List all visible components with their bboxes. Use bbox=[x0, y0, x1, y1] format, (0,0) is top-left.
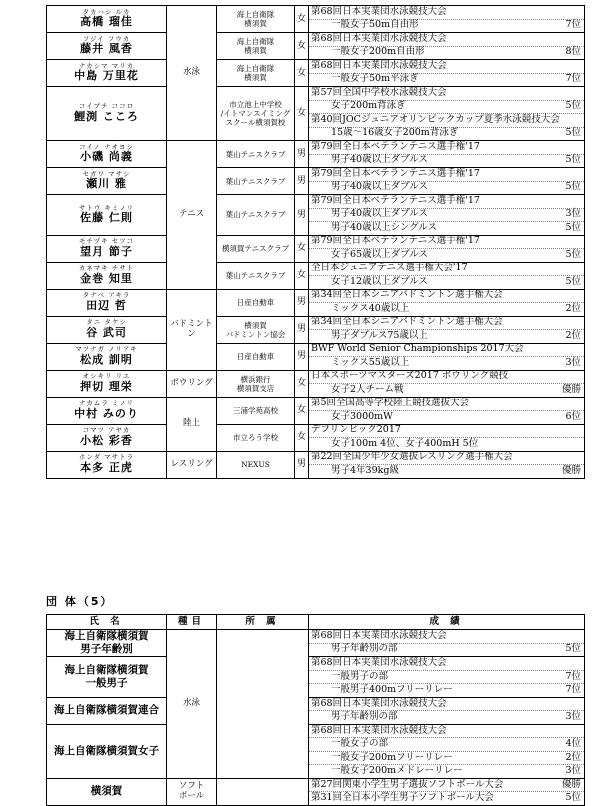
result-text: 第27回関東小学生男子選抜ソフトボール大会 bbox=[311, 778, 504, 790]
result-rank: 5位 bbox=[565, 127, 581, 139]
athlete-name: 佐藤 仁則 bbox=[80, 211, 133, 225]
result-cell bbox=[309, 657, 585, 698]
athlete-row bbox=[47, 370, 585, 397]
affiliation-cell: 海上自衛隊 横須賀 bbox=[217, 6, 295, 33]
athlete-row bbox=[47, 195, 585, 236]
header-result: 成 績 bbox=[309, 615, 585, 630]
result-text: 男子40歳以上ダブルス bbox=[331, 154, 428, 166]
result-rank: 5位 bbox=[565, 181, 581, 193]
header-affiliation: 所 属 bbox=[217, 615, 309, 630]
result-line bbox=[309, 47, 584, 60]
athlete-name: 小松 彩香 bbox=[80, 433, 133, 447]
team-row bbox=[47, 778, 585, 805]
affiliation-cell: 横須賀テニスクラブ bbox=[217, 235, 295, 262]
athlete-row bbox=[47, 33, 585, 60]
result-text: 男子40歳以上ダブルス bbox=[331, 181, 428, 193]
result-line bbox=[309, 114, 584, 128]
name-kana: オシキリ リエ bbox=[82, 372, 131, 381]
result-text: 男子40歳以上ダブルス bbox=[331, 208, 428, 220]
result-cell bbox=[309, 343, 585, 370]
result-text: 第68回日本実業団水泳競技大会 bbox=[311, 657, 447, 669]
result-rank: 3位 bbox=[565, 711, 581, 723]
result-line bbox=[309, 20, 584, 33]
name-kana: サトウ キミノリ bbox=[78, 203, 135, 212]
group-section-title: 団 体（5） bbox=[46, 595, 114, 608]
athlete-name-cell bbox=[47, 235, 167, 262]
team-name-cell: 海上自衛隊横須賀 男子年齢別 bbox=[47, 630, 167, 657]
event-cell: ボウリング bbox=[167, 370, 217, 397]
athlete-name: 藤井 風香 bbox=[80, 42, 133, 56]
athlete-name-cell bbox=[47, 343, 167, 370]
affiliation-cell: 海上自衛隊 横須賀 bbox=[217, 60, 295, 87]
result-text: 一般女子50m自由形 bbox=[331, 19, 419, 31]
name-kana: タニ タケシ bbox=[86, 318, 127, 327]
result-line bbox=[309, 738, 584, 752]
result-text: ミックス40歳以上 bbox=[331, 302, 410, 314]
event-cell: 水泳 bbox=[167, 6, 217, 141]
result-line bbox=[309, 644, 584, 657]
result-text: 男子40歳以上シングルス bbox=[331, 221, 438, 233]
sex-cell: 女 bbox=[295, 33, 309, 60]
athlete-name-cell bbox=[47, 289, 167, 316]
event-cell: バドミントン bbox=[167, 289, 217, 370]
header-name: 氏 名 bbox=[47, 615, 167, 630]
athlete-name: 谷 武司 bbox=[86, 325, 127, 339]
result-line bbox=[309, 222, 584, 235]
result-line bbox=[309, 6, 584, 20]
affiliation-cell: 市立ろう学校 bbox=[217, 424, 295, 451]
result-line bbox=[309, 398, 584, 412]
result-line bbox=[309, 465, 584, 478]
athlete-name: 松成 訓明 bbox=[80, 352, 133, 366]
athlete-name-cell bbox=[47, 397, 167, 424]
result-text: 第79回全日本ベテランテニス選手権'17 bbox=[311, 167, 480, 179]
athlete-row bbox=[47, 424, 585, 451]
result-text: 一般女子50m平泳ぎ bbox=[331, 73, 419, 85]
name-kana: マツナガ ノリアキ bbox=[75, 345, 138, 354]
athlete-name-cell bbox=[47, 168, 167, 195]
result-text: 第68回日本実業団水泳競技大会 bbox=[311, 59, 447, 71]
athlete-name-cell bbox=[47, 424, 167, 451]
team-row bbox=[47, 657, 585, 698]
athlete-name: 押切 理栄 bbox=[80, 379, 133, 393]
result-text: 日本スポーツマスターズ2017 ボウリング競技 bbox=[311, 370, 509, 382]
result-text: 女子65歳以上ダブルス bbox=[331, 248, 428, 260]
sex-cell: 女 bbox=[295, 424, 309, 451]
result-rank: 5位 bbox=[565, 154, 581, 166]
result-rank: 3位 bbox=[565, 765, 581, 777]
event-cell: ソフト ボール bbox=[167, 778, 217, 805]
team-row bbox=[47, 724, 585, 778]
result-line bbox=[309, 60, 584, 74]
result-text: 男子ダブルス75歳以上 bbox=[331, 329, 428, 341]
result-cell bbox=[309, 6, 585, 33]
result-text: 第68回日本実業団水泳競技大会 bbox=[311, 629, 447, 641]
athlete-row bbox=[47, 6, 585, 33]
result-line bbox=[309, 452, 584, 466]
result-line bbox=[309, 74, 584, 87]
result-line bbox=[309, 101, 584, 115]
result-text: 男子年齢別の部 bbox=[331, 711, 398, 723]
athlete-name: 中村 みのり bbox=[74, 406, 139, 420]
result-line bbox=[309, 155, 584, 168]
result-text: BWF World Senior Championships 2017大会 bbox=[311, 343, 524, 355]
result-line bbox=[309, 630, 584, 644]
result-cell bbox=[309, 724, 585, 778]
team-row bbox=[47, 630, 585, 657]
athlete-name: 瀬川 雅 bbox=[86, 177, 127, 191]
result-line bbox=[309, 657, 584, 671]
result-line bbox=[309, 195, 584, 209]
affiliation-cell: 葉山テニスクラブ bbox=[217, 262, 295, 289]
sex-cell: 男 bbox=[295, 141, 309, 168]
affiliation-cell: 葉山テニスクラブ bbox=[217, 195, 295, 236]
sex-cell: 男 bbox=[295, 343, 309, 370]
result-text: 第68回日本実業団水泳競技大会 bbox=[311, 32, 447, 44]
result-line bbox=[309, 263, 584, 277]
result-rank: 優勝 bbox=[561, 778, 581, 790]
name-kana: カネマキ チサト bbox=[78, 264, 135, 273]
athlete-name: 中島 万里花 bbox=[74, 69, 139, 83]
sex-cell: 男 bbox=[295, 289, 309, 316]
name-kana: モチヅキ セツコ bbox=[78, 237, 135, 246]
athlete-row bbox=[47, 235, 585, 262]
result-rank: 5位 bbox=[565, 275, 581, 287]
result-rank: 7位 bbox=[565, 73, 581, 85]
result-text: 一般女子200m自由形 bbox=[331, 46, 425, 58]
result-cell bbox=[309, 778, 585, 805]
result-text: 一般女子200mメドレーリレー bbox=[331, 765, 463, 777]
result-line bbox=[309, 698, 584, 712]
result-line bbox=[309, 425, 584, 439]
result-rank: 5位 bbox=[565, 221, 581, 233]
athlete-name-cell bbox=[47, 370, 167, 397]
result-line bbox=[309, 344, 584, 358]
result-line bbox=[309, 752, 584, 766]
athlete-name-cell bbox=[47, 33, 167, 60]
result-text: 15歳～16歳女子200m背泳ぎ bbox=[331, 127, 459, 139]
result-rank: 7位 bbox=[565, 670, 581, 682]
result-rank: 6位 bbox=[565, 410, 581, 422]
result-line bbox=[309, 330, 584, 343]
result-text: 女子2人チーム戦 bbox=[331, 383, 404, 395]
result-text: 第5回全国高等学校陸上競技選抜大会 bbox=[311, 397, 470, 409]
result-text: 第79回全日本ベテランテニス選手権'17 bbox=[311, 235, 480, 247]
result-text: 一般女子200mフリーリレー bbox=[331, 751, 453, 763]
result-text: 女子200m背泳ぎ bbox=[331, 100, 406, 112]
result-text: 第68回日本実業団水泳競技大会 bbox=[311, 5, 447, 17]
result-rank: 5位 bbox=[565, 792, 581, 804]
result-cell bbox=[309, 630, 585, 657]
result-rank: 8位 bbox=[565, 46, 581, 58]
affiliation-cell: 三浦学苑高校 bbox=[217, 397, 295, 424]
result-line bbox=[309, 411, 584, 424]
result-rank: 7位 bbox=[565, 684, 581, 696]
name-kana: タナベ アキラ bbox=[82, 291, 131, 300]
result-line bbox=[309, 290, 584, 304]
affiliation-cell: 日産自動車 bbox=[217, 289, 295, 316]
name-kana: ナカムラ ミノリ bbox=[78, 399, 135, 408]
affiliation-cell: 葉山テニスクラブ bbox=[217, 141, 295, 168]
result-rank: 2位 bbox=[565, 329, 581, 341]
athlete-name: 田辺 哲 bbox=[86, 298, 127, 312]
event-cell: 水泳 bbox=[167, 630, 217, 779]
result-line bbox=[309, 671, 584, 685]
result-line bbox=[309, 725, 584, 739]
result-line bbox=[309, 141, 584, 155]
result-cell bbox=[309, 235, 585, 262]
result-cell bbox=[309, 87, 585, 141]
sex-cell: 男 bbox=[295, 168, 309, 195]
header-event: 種目 bbox=[167, 615, 217, 630]
athlete-name-cell bbox=[47, 87, 167, 141]
athlete-row bbox=[47, 87, 585, 141]
result-cell bbox=[309, 168, 585, 195]
result-rank: 4位 bbox=[565, 738, 581, 750]
sex-cell: 女 bbox=[295, 397, 309, 424]
result-cell bbox=[309, 289, 585, 316]
result-line bbox=[309, 182, 584, 195]
athlete-name-cell bbox=[47, 451, 167, 478]
result-text: 一般男子の部 bbox=[331, 670, 389, 682]
result-text: 第22回全国少年少女選抜レスリング選手権大会 bbox=[311, 451, 513, 463]
sex-cell: 女 bbox=[295, 235, 309, 262]
sex-cell: 男 bbox=[295, 316, 309, 343]
result-rank: 2位 bbox=[565, 302, 581, 314]
affiliation-cell bbox=[217, 778, 309, 805]
athlete-name-cell bbox=[47, 141, 167, 168]
result-text: ミックス55歳以上 bbox=[331, 356, 410, 368]
athlete-name-cell bbox=[47, 262, 167, 289]
event-cell: 陸上 bbox=[167, 397, 217, 451]
result-line bbox=[309, 303, 584, 316]
athlete-name-cell bbox=[47, 316, 167, 343]
sex-cell: 女 bbox=[295, 370, 309, 397]
result-text: 一般男子400mフリーリレー bbox=[331, 684, 453, 696]
result-cell bbox=[309, 397, 585, 424]
result-line bbox=[309, 371, 584, 385]
affiliation-cell: NEXUS bbox=[217, 451, 295, 478]
athlete-name: 鯉渕 こころ bbox=[74, 109, 139, 123]
affiliation-cell: 横須賀 バドミントン協会 bbox=[217, 316, 295, 343]
result-cell bbox=[309, 195, 585, 236]
athlete-row bbox=[47, 60, 585, 87]
result-line bbox=[309, 438, 584, 451]
sex-cell: 男 bbox=[295, 195, 309, 236]
result-text: 全日本ジュニアテニス選手権大会'17 bbox=[311, 262, 468, 274]
result-cell bbox=[309, 451, 585, 478]
result-line bbox=[309, 792, 584, 805]
team-name-cell: 海上自衛隊横須賀連合 bbox=[47, 697, 167, 724]
result-text: 第34回全日本シニアバドミントン選手権大会 bbox=[311, 289, 503, 301]
result-line bbox=[309, 317, 584, 331]
result-text: 女子3000mW bbox=[331, 410, 393, 422]
athlete-name: 高橋 瑠佳 bbox=[80, 15, 133, 29]
result-line bbox=[309, 765, 584, 778]
athlete-name-cell bbox=[47, 60, 167, 87]
result-line bbox=[309, 249, 584, 262]
affiliation-cell bbox=[217, 630, 309, 779]
name-kana: ナカシマ マリカ bbox=[78, 61, 135, 70]
name-kana: コマツ アヤカ bbox=[82, 426, 131, 435]
result-line bbox=[309, 168, 584, 182]
sex-cell: 男 bbox=[295, 451, 309, 478]
result-cell bbox=[309, 262, 585, 289]
result-line bbox=[309, 779, 584, 793]
result-text: 一般女子の部 bbox=[331, 738, 389, 750]
athlete-name: 金巻 知里 bbox=[80, 271, 133, 285]
team-name-cell: 海上自衛隊横須賀女子 bbox=[47, 724, 167, 778]
result-text: 第68回日本実業団水泳競技大会 bbox=[311, 697, 447, 709]
affiliation-cell: 海上自衛隊 横須賀 bbox=[217, 33, 295, 60]
athlete-name: 小磯 尚義 bbox=[80, 150, 133, 164]
result-text: 第79回全日本ベテランテニス選手権'17 bbox=[311, 194, 480, 206]
athlete-row bbox=[47, 316, 585, 343]
athlete-row bbox=[47, 343, 585, 370]
result-line bbox=[309, 33, 584, 47]
team-row bbox=[47, 697, 585, 724]
athlete-name-cell bbox=[47, 195, 167, 236]
name-kana: セガワ マサシ bbox=[82, 169, 131, 178]
group-header-row bbox=[47, 615, 585, 630]
result-text: 第40回JOCジュニアオリンピックカップ夏季水泳競技大会 bbox=[311, 113, 560, 125]
individual-results-table bbox=[46, 5, 585, 479]
result-rank: 5位 bbox=[565, 643, 581, 655]
result-line bbox=[309, 128, 584, 141]
result-line bbox=[309, 384, 584, 397]
result-cell bbox=[309, 141, 585, 168]
athlete-name: 望月 節子 bbox=[80, 244, 133, 258]
result-line bbox=[309, 236, 584, 250]
result-text: 第31回全日本小学生男子ソフトボール大会 bbox=[311, 792, 494, 804]
result-rank: 5位 bbox=[565, 248, 581, 260]
result-line bbox=[309, 711, 584, 724]
athlete-name-cell bbox=[47, 6, 167, 33]
affiliation-cell: 日産自動車 bbox=[217, 343, 295, 370]
result-text: 第79回全日本ベテランテニス選手権'17 bbox=[311, 140, 480, 152]
name-kana: コイノ ナオヨシ bbox=[79, 142, 134, 151]
sex-cell: 女 bbox=[295, 262, 309, 289]
affiliation-cell: 横浜銀行 横須賀支店 bbox=[217, 370, 295, 397]
result-cell bbox=[309, 424, 585, 451]
result-cell bbox=[309, 697, 585, 724]
name-kana: タカハシ ルカ bbox=[82, 7, 131, 16]
sex-cell: 女 bbox=[295, 6, 309, 33]
result-text: 男子年齢別の部 bbox=[331, 643, 398, 655]
sex-cell: 女 bbox=[295, 87, 309, 141]
affiliation-cell: 市立池上中学校 /イトマンスイミング スクール横須賀校 bbox=[217, 87, 295, 141]
athlete-row bbox=[47, 141, 585, 168]
team-name-cell: 横須賀 bbox=[47, 778, 167, 805]
result-line bbox=[309, 684, 584, 697]
name-kana: コイブチ ココロ bbox=[78, 102, 135, 111]
athlete-row bbox=[47, 397, 585, 424]
result-cell bbox=[309, 370, 585, 397]
athlete-name: 本多 正虎 bbox=[80, 460, 133, 474]
result-text: デフリンピック2017 bbox=[311, 424, 401, 436]
result-text: 女子12歳以上ダブルス bbox=[331, 275, 428, 287]
event-cell: テニス bbox=[167, 141, 217, 290]
result-rank: 2位 bbox=[565, 751, 581, 763]
result-cell bbox=[309, 316, 585, 343]
result-text: 第68回日本実業団水泳競技大会 bbox=[311, 724, 447, 736]
athlete-row bbox=[47, 451, 585, 478]
result-rank: 5位 bbox=[565, 100, 581, 112]
result-rank: 優勝 bbox=[561, 383, 581, 395]
name-kana: ホンダ マサトラ bbox=[78, 453, 135, 462]
result-rank: 優勝 bbox=[561, 464, 581, 476]
result-text: 男子4年39kg級 bbox=[331, 464, 399, 476]
result-line bbox=[309, 276, 584, 289]
result-text: 第34回全日本シニアバドミントン選手権大会 bbox=[311, 316, 503, 328]
result-line bbox=[309, 357, 584, 370]
result-rank: 3位 bbox=[565, 356, 581, 368]
affiliation-cell: 葉山テニスクラブ bbox=[217, 168, 295, 195]
result-text: 女子100m 4位、女子400mH 5位 bbox=[331, 437, 479, 449]
name-kana: フジイ フウカ bbox=[82, 34, 131, 43]
athlete-row bbox=[47, 168, 585, 195]
result-rank: 3位 bbox=[565, 208, 581, 220]
group-results-table bbox=[46, 614, 585, 806]
sex-cell: 女 bbox=[295, 60, 309, 87]
event-cell: レスリング bbox=[167, 451, 217, 478]
result-cell bbox=[309, 33, 585, 60]
team-name-cell: 海上自衛隊横須賀 一般男子 bbox=[47, 657, 167, 698]
result-cell bbox=[309, 60, 585, 87]
result-rank: 7位 bbox=[565, 19, 581, 31]
athlete-row bbox=[47, 262, 585, 289]
result-text: 第57回全国中学校水泳競技大会 bbox=[311, 86, 447, 98]
result-line bbox=[309, 209, 584, 223]
athlete-row bbox=[47, 289, 585, 316]
result-line bbox=[309, 87, 584, 101]
